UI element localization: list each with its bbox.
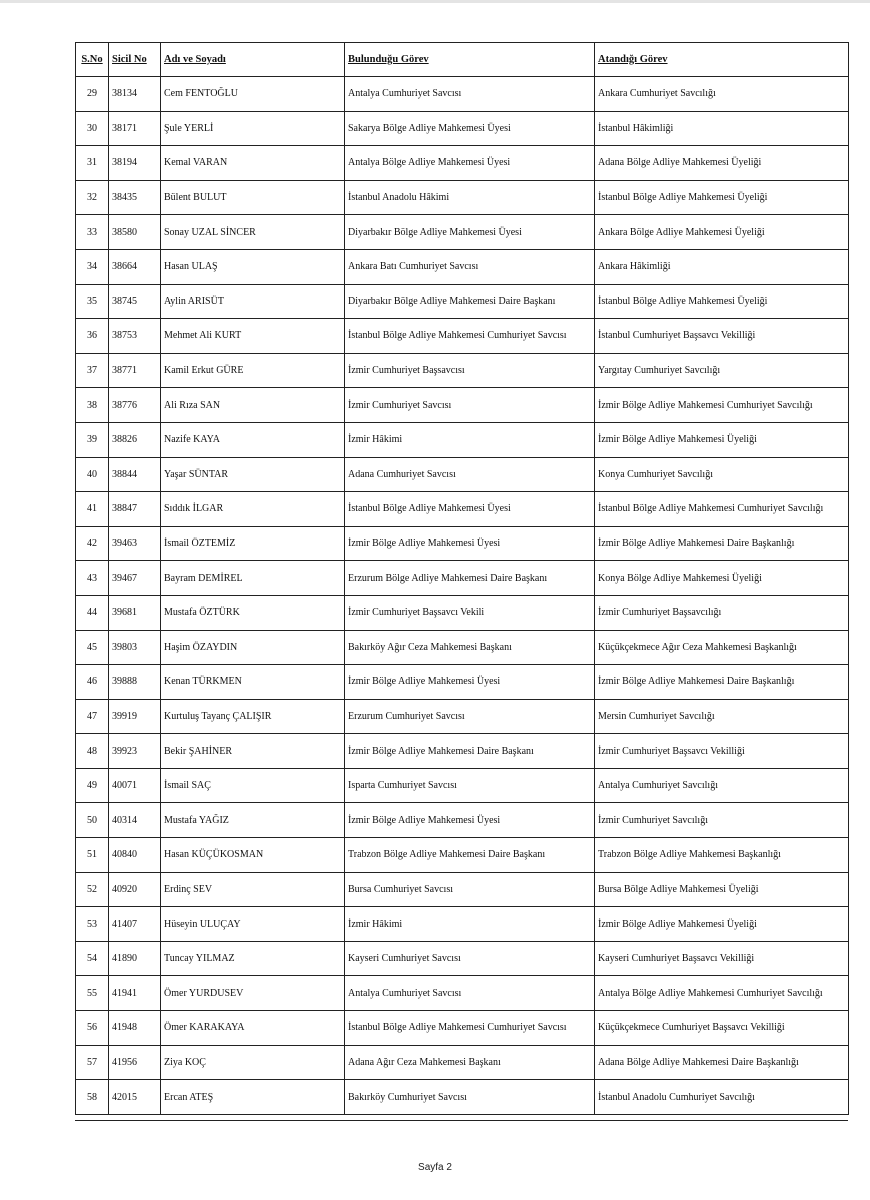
cell-assigned-position: Antalya Bölge Adliye Mahkemesi Cumhuriyet Savcılığı bbox=[595, 976, 849, 1011]
cell-assigned-position: Trabzon Bölge Adliye Mahkemesi Başkanlığı bbox=[595, 838, 849, 873]
cell-name: Bülent BULUT bbox=[161, 180, 345, 215]
table-row bbox=[76, 630, 849, 665]
cell-current-position: Ankara Batı Cumhuriyet Savcısı bbox=[345, 249, 595, 284]
cell-assigned-position: Antalya Cumhuriyet Savcılığı bbox=[595, 768, 849, 803]
table-row bbox=[76, 803, 849, 838]
cell-current-position: Erzurum Bölge Adliye Mahkemesi Daire Başkanı bbox=[345, 561, 595, 596]
cell-name: Ercan ATEŞ bbox=[161, 1080, 345, 1115]
table-row bbox=[76, 111, 849, 146]
cell-sno: 36 bbox=[76, 319, 109, 354]
cell-current-position: İzmir Cumhuriyet Savcısı bbox=[345, 388, 595, 423]
cell-sicil-no: 41890 bbox=[109, 941, 161, 976]
cell-name: Bayram DEMİREL bbox=[161, 561, 345, 596]
cell-sno: 37 bbox=[76, 353, 109, 388]
cell-current-position: Antalya Cumhuriyet Savcısı bbox=[345, 976, 595, 1011]
cell-assigned-position: Konya Cumhuriyet Savcılığı bbox=[595, 457, 849, 492]
cell-current-position: Diyarbakır Bölge Adliye Mahkemesi Üyesi bbox=[345, 215, 595, 250]
cell-sicil-no: 39803 bbox=[109, 630, 161, 665]
cell-assigned-position: Yargıtay Cumhuriyet Savcılığı bbox=[595, 353, 849, 388]
cell-sno: 30 bbox=[76, 111, 109, 146]
cell-sicil-no: 38664 bbox=[109, 249, 161, 284]
table-row bbox=[76, 561, 849, 596]
cell-sno: 58 bbox=[76, 1080, 109, 1115]
cell-sno: 33 bbox=[76, 215, 109, 250]
cell-sicil-no: 39888 bbox=[109, 665, 161, 700]
table-row bbox=[76, 699, 849, 734]
cell-current-position: Isparta Cumhuriyet Savcısı bbox=[345, 768, 595, 803]
cell-sicil-no: 38776 bbox=[109, 388, 161, 423]
table-row bbox=[76, 353, 849, 388]
cell-assigned-position: Adana Bölge Adliye Mahkemesi Daire Başkanlığı bbox=[595, 1045, 849, 1080]
cell-sicil-no: 40314 bbox=[109, 803, 161, 838]
cell-name: Mustafa YAĞIZ bbox=[161, 803, 345, 838]
cell-sno: 49 bbox=[76, 768, 109, 803]
cell-assigned-position: İzmir Bölge Adliye Mahkemesi Üyeliği bbox=[595, 907, 849, 942]
cell-current-position: Kayseri Cumhuriyet Savcısı bbox=[345, 941, 595, 976]
cell-assigned-position: Ankara Bölge Adliye Mahkemesi Üyeliği bbox=[595, 215, 849, 250]
cell-name: Tuncay YILMAZ bbox=[161, 941, 345, 976]
cell-current-position: Adana Ağır Ceza Mahkemesi Başkanı bbox=[345, 1045, 595, 1080]
appointments-table bbox=[75, 42, 849, 1115]
table-bottom-rule bbox=[75, 1120, 848, 1121]
cell-current-position: Antalya Bölge Adliye Mahkemesi Üyesi bbox=[345, 146, 595, 181]
cell-name: Hasan ULAŞ bbox=[161, 249, 345, 284]
cell-sno: 32 bbox=[76, 180, 109, 215]
cell-sno: 44 bbox=[76, 595, 109, 630]
cell-sicil-no: 38745 bbox=[109, 284, 161, 319]
cell-sicil-no: 38194 bbox=[109, 146, 161, 181]
cell-sicil-no: 41407 bbox=[109, 907, 161, 942]
table-row bbox=[76, 388, 849, 423]
cell-name: Kemal VARAN bbox=[161, 146, 345, 181]
cell-assigned-position: İzmir Bölge Adliye Mahkemesi Daire Başkanlığı bbox=[595, 526, 849, 561]
cell-current-position: İzmir Bölge Adliye Mahkemesi Üyesi bbox=[345, 526, 595, 561]
cell-assigned-position: Bursa Bölge Adliye Mahkemesi Üyeliği bbox=[595, 872, 849, 907]
cell-name: Mustafa ÖZTÜRK bbox=[161, 595, 345, 630]
header-sicil-no: Sicil No bbox=[109, 43, 161, 77]
cell-assigned-position: Mersin Cumhuriyet Savcılığı bbox=[595, 699, 849, 734]
cell-sno: 41 bbox=[76, 492, 109, 527]
table-row bbox=[76, 872, 849, 907]
cell-sicil-no: 38826 bbox=[109, 422, 161, 457]
cell-sno: 56 bbox=[76, 1011, 109, 1046]
cell-sicil-no: 38134 bbox=[109, 77, 161, 112]
cell-current-position: Bakırköy Cumhuriyet Savcısı bbox=[345, 1080, 595, 1115]
cell-sicil-no: 39919 bbox=[109, 699, 161, 734]
cell-assigned-position: İstanbul Cumhuriyet Başsavcı Vekilliği bbox=[595, 319, 849, 354]
table-row bbox=[76, 457, 849, 492]
cell-current-position: Sakarya Bölge Adliye Mahkemesi Üyesi bbox=[345, 111, 595, 146]
cell-sicil-no: 39923 bbox=[109, 734, 161, 769]
cell-assigned-position: Ankara Cumhuriyet Savcılığı bbox=[595, 77, 849, 112]
table-row bbox=[76, 976, 849, 1011]
cell-name: Hüseyin ULUÇAY bbox=[161, 907, 345, 942]
cell-sicil-no: 38753 bbox=[109, 319, 161, 354]
cell-sicil-no: 38847 bbox=[109, 492, 161, 527]
table-row bbox=[76, 180, 849, 215]
cell-name: Kenan TÜRKMEN bbox=[161, 665, 345, 700]
cell-name: Hasan KÜÇÜKOSMAN bbox=[161, 838, 345, 873]
cell-name: İsmail ÖZTEMİZ bbox=[161, 526, 345, 561]
table-row bbox=[76, 492, 849, 527]
cell-sno: 38 bbox=[76, 388, 109, 423]
cell-sno: 54 bbox=[76, 941, 109, 976]
cell-sno: 46 bbox=[76, 665, 109, 700]
cell-current-position: Adana Cumhuriyet Savcısı bbox=[345, 457, 595, 492]
cell-current-position: Erzurum Cumhuriyet Savcısı bbox=[345, 699, 595, 734]
cell-name: İsmail SAÇ bbox=[161, 768, 345, 803]
cell-sno: 52 bbox=[76, 872, 109, 907]
cell-current-position: İstanbul Bölge Adliye Mahkemesi Cumhuriyet Savcısı bbox=[345, 319, 595, 354]
cell-name: Aylin ARISÜT bbox=[161, 284, 345, 319]
cell-sno: 50 bbox=[76, 803, 109, 838]
cell-sno: 51 bbox=[76, 838, 109, 873]
cell-sicil-no: 38580 bbox=[109, 215, 161, 250]
cell-sno: 29 bbox=[76, 77, 109, 112]
cell-assigned-position: İzmir Cumhuriyet Başsavcı Vekilliği bbox=[595, 734, 849, 769]
cell-assigned-position: Küçükçekmece Cumhuriyet Başsavcı Vekilliği bbox=[595, 1011, 849, 1046]
cell-name: Haşim ÖZAYDIN bbox=[161, 630, 345, 665]
cell-sicil-no: 38844 bbox=[109, 457, 161, 492]
table-row bbox=[76, 768, 849, 803]
table-row bbox=[76, 595, 849, 630]
cell-sicil-no: 41948 bbox=[109, 1011, 161, 1046]
cell-current-position: İzmir Bölge Adliye Mahkemesi Daire Başkanı bbox=[345, 734, 595, 769]
cell-current-position: Antalya Cumhuriyet Savcısı bbox=[345, 77, 595, 112]
table-row bbox=[76, 284, 849, 319]
cell-current-position: İzmir Hâkimi bbox=[345, 422, 595, 457]
header-current-position: Bulunduğu Görev bbox=[345, 43, 595, 77]
cell-current-position: İzmir Bölge Adliye Mahkemesi Üyesi bbox=[345, 803, 595, 838]
cell-sno: 31 bbox=[76, 146, 109, 181]
cell-name: Ali Rıza SAN bbox=[161, 388, 345, 423]
cell-name: Nazife KAYA bbox=[161, 422, 345, 457]
cell-assigned-position: İzmir Bölge Adliye Mahkemesi Cumhuriyet Savcılığı bbox=[595, 388, 849, 423]
cell-assigned-position: Adana Bölge Adliye Mahkemesi Üyeliği bbox=[595, 146, 849, 181]
cell-assigned-position: Konya Bölge Adliye Mahkemesi Üyeliği bbox=[595, 561, 849, 596]
cell-assigned-position: İstanbul Bölge Adliye Mahkemesi Üyeliği bbox=[595, 180, 849, 215]
cell-sicil-no: 38435 bbox=[109, 180, 161, 215]
header-name: Adı ve Soyadı bbox=[161, 43, 345, 77]
cell-sno: 57 bbox=[76, 1045, 109, 1080]
cell-sicil-no: 41956 bbox=[109, 1045, 161, 1080]
table-row bbox=[76, 215, 849, 250]
cell-current-position: Bursa Cumhuriyet Savcısı bbox=[345, 872, 595, 907]
cell-current-position: İstanbul Anadolu Hâkimi bbox=[345, 180, 595, 215]
cell-assigned-position: İstanbul Anadolu Cumhuriyet Savcılığı bbox=[595, 1080, 849, 1115]
cell-current-position: Diyarbakır Bölge Adliye Mahkemesi Daire Başkanı bbox=[345, 284, 595, 319]
table-row bbox=[76, 734, 849, 769]
cell-sno: 48 bbox=[76, 734, 109, 769]
cell-sicil-no: 40840 bbox=[109, 838, 161, 873]
table-row bbox=[76, 77, 849, 112]
cell-current-position: İstanbul Bölge Adliye Mahkemesi Cumhuriyet Savcısı bbox=[345, 1011, 595, 1046]
header-assigned-position: Atandığı Görev bbox=[595, 43, 849, 77]
cell-name: Kamil Erkut GÜRE bbox=[161, 353, 345, 388]
table-row bbox=[76, 249, 849, 284]
cell-assigned-position: Ankara Hâkimliği bbox=[595, 249, 849, 284]
cell-name: Mehmet Ali KURT bbox=[161, 319, 345, 354]
cell-sicil-no: 39467 bbox=[109, 561, 161, 596]
cell-sno: 45 bbox=[76, 630, 109, 665]
cell-name: Bekir ŞAHİNER bbox=[161, 734, 345, 769]
page-top-rule bbox=[0, 0, 870, 3]
cell-sicil-no: 39681 bbox=[109, 595, 161, 630]
cell-name: Ziya KOÇ bbox=[161, 1045, 345, 1080]
header-sno: S.No bbox=[76, 43, 109, 77]
cell-sicil-no: 38771 bbox=[109, 353, 161, 388]
cell-current-position: İstanbul Bölge Adliye Mahkemesi Üyesi bbox=[345, 492, 595, 527]
cell-name: Sonay UZAL SİNCER bbox=[161, 215, 345, 250]
cell-sno: 39 bbox=[76, 422, 109, 457]
table-row bbox=[76, 1011, 849, 1046]
table-row bbox=[76, 907, 849, 942]
table-row bbox=[76, 665, 849, 700]
cell-name: Cem FENTOĞLU bbox=[161, 77, 345, 112]
page-number: Sayfa 2 bbox=[418, 1162, 452, 1173]
cell-current-position: İzmir Cumhuriyet Başsavcısı bbox=[345, 353, 595, 388]
cell-name: Sıddık İLGAR bbox=[161, 492, 345, 527]
cell-sicil-no: 39463 bbox=[109, 526, 161, 561]
table-row bbox=[76, 838, 849, 873]
table-row bbox=[76, 1080, 849, 1115]
cell-sicil-no: 41941 bbox=[109, 976, 161, 1011]
cell-assigned-position: İzmir Cumhuriyet Savcılığı bbox=[595, 803, 849, 838]
cell-sno: 53 bbox=[76, 907, 109, 942]
cell-sno: 34 bbox=[76, 249, 109, 284]
cell-assigned-position: İstanbul Bölge Adliye Mahkemesi Üyeliği bbox=[595, 284, 849, 319]
cell-sno: 47 bbox=[76, 699, 109, 734]
cell-assigned-position: Kayseri Cumhuriyet Başsavcı Vekilliği bbox=[595, 941, 849, 976]
table-row bbox=[76, 941, 849, 976]
table-row bbox=[76, 526, 849, 561]
cell-sno: 42 bbox=[76, 526, 109, 561]
cell-sicil-no: 38171 bbox=[109, 111, 161, 146]
cell-sno: 40 bbox=[76, 457, 109, 492]
cell-current-position: İzmir Cumhuriyet Başsavcı Vekili bbox=[345, 595, 595, 630]
table-row bbox=[76, 422, 849, 457]
table-header-row bbox=[76, 43, 849, 77]
cell-assigned-position: İstanbul Hâkimliği bbox=[595, 111, 849, 146]
cell-sno: 55 bbox=[76, 976, 109, 1011]
cell-sno: 43 bbox=[76, 561, 109, 596]
cell-name: Ömer KARAKAYA bbox=[161, 1011, 345, 1046]
cell-sicil-no: 42015 bbox=[109, 1080, 161, 1115]
cell-current-position: İzmir Bölge Adliye Mahkemesi Üyesi bbox=[345, 665, 595, 700]
cell-assigned-position: Küçükçekmece Ağır Ceza Mahkemesi Başkanlığı bbox=[595, 630, 849, 665]
cell-assigned-position: İzmir Cumhuriyet Başsavcılığı bbox=[595, 595, 849, 630]
cell-assigned-position: İstanbul Bölge Adliye Mahkemesi Cumhuriyet Savcılığı bbox=[595, 492, 849, 527]
cell-assigned-position: İzmir Bölge Adliye Mahkemesi Daire Başkanlığı bbox=[595, 665, 849, 700]
table-row bbox=[76, 1045, 849, 1080]
table-row bbox=[76, 146, 849, 181]
cell-sicil-no: 40920 bbox=[109, 872, 161, 907]
cell-name: Ömer YURDUSEV bbox=[161, 976, 345, 1011]
cell-assigned-position: İzmir Bölge Adliye Mahkemesi Üyeliği bbox=[595, 422, 849, 457]
cell-sno: 35 bbox=[76, 284, 109, 319]
cell-current-position: Trabzon Bölge Adliye Mahkemesi Daire Başkanı bbox=[345, 838, 595, 873]
cell-name: Şule YERLİ bbox=[161, 111, 345, 146]
table-row bbox=[76, 319, 849, 354]
cell-name: Yaşar SÜNTAR bbox=[161, 457, 345, 492]
cell-name: Erdinç SEV bbox=[161, 872, 345, 907]
cell-sicil-no: 40071 bbox=[109, 768, 161, 803]
cell-current-position: İzmir Hâkimi bbox=[345, 907, 595, 942]
cell-name: Kurtuluş Tayanç ÇALIŞIR bbox=[161, 699, 345, 734]
cell-current-position: Bakırköy Ağır Ceza Mahkemesi Başkanı bbox=[345, 630, 595, 665]
